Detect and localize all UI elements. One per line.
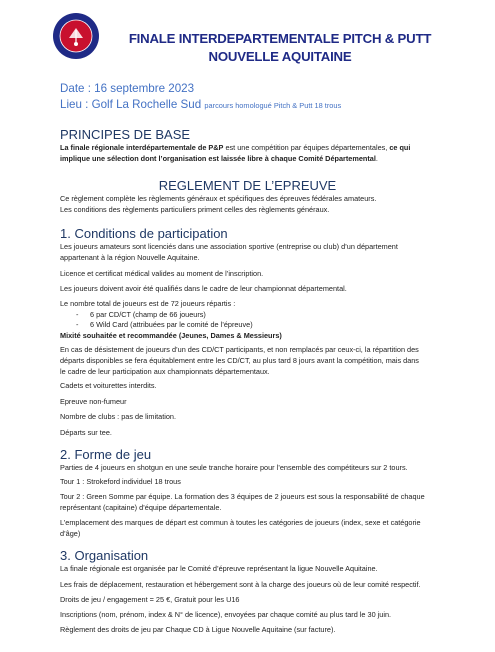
s1-bullet-2-text: 6 Wild Card (attribuées par le comité de l’épreuve) — [90, 320, 253, 329]
event-location-note: parcours homologué Pitch & Putt 18 trous — [204, 101, 342, 110]
title-line-1: FINALE INTERDEPARTEMENTALE PITCH & PUTT — [128, 31, 432, 46]
section-1-heading: 1. Conditions de participation — [60, 226, 228, 241]
s1-p7: Epreuve non-fumeur — [60, 397, 127, 406]
principes-bold-2: ce qui — [389, 143, 411, 152]
s3-p5: Règlement des droits de jeu par Chaque CD à Ligue Nouvelle Aquitaine (sur facture). — [60, 625, 336, 634]
s3-p1: La finale régionale est organisée par le Comité d’épreuve représentant la ligue Nouvelle Aquitaine. — [60, 564, 378, 573]
s1-p1a: Les joueurs amateurs sont licenciés dans une association sportive (entreprise ou club) d’un département — [60, 242, 398, 251]
s1-p4: Le nombre total de joueurs est de 72 joueurs répartis : — [60, 299, 236, 308]
s1-p5c: le cadre de leur participation aux championnats départementaux. — [60, 367, 270, 376]
s1-p9: Départs sur tee. — [60, 428, 112, 437]
reglement-line-2: Les conditions des règlements particuliers priment celles des règlements généraux. — [60, 205, 330, 214]
s2-p3a: Tour 2 : Green Somme par équipe. La formation des 3 équipes de 2 joueurs est sous la responsabilité de chaque — [60, 492, 425, 501]
s2-p2: Tour 1 : Strokeford individuel 18 trous — [60, 477, 181, 486]
s1-mixite: Mixité souhaitée et recommandée (Jeunes, Dames & Messieurs) — [60, 331, 282, 340]
s3-p2: Les frais de déplacement, restauration et hébergement sont à la charge des joueurs où de leur comité respectif. — [60, 580, 421, 589]
principes-line-1 — [60, 143, 440, 154]
s1-p2: Licence et certificat médical valides au moment de l’inscription. — [60, 269, 264, 278]
principes-bold-1: La finale régionale interdépartementale de P&P — [60, 143, 224, 152]
s1-bullet-2: - 6 Wild Card (attribuées par le comité de l’épreuve) — [76, 320, 253, 329]
principes-line-2 — [60, 154, 440, 165]
s3-p3: Droits de jeu / engagement = 25 €, Gratuit pour les U16 — [60, 595, 240, 604]
s1-p5b: départs disponibles se fera équitablement entre les CD/CT, au plus tard 8 jours avant la compétition, mais dans — [60, 356, 419, 365]
s2-p3b: représentant (capitaine) d’équipe départementale. — [60, 503, 222, 512]
principes-heading: PRINCIPES DE BASE — [60, 127, 191, 142]
s2-p4b: d’âge) — [60, 529, 81, 538]
event-location — [60, 98, 341, 111]
s2-p1: Parties de 4 joueurs en shotgun en une seule tranche horaire pour l’ensemble des compétiteurs sur 2 tours. — [60, 463, 408, 472]
event-location-name: Lieu : Golf La Rochelle Sud — [60, 98, 202, 111]
s1-bullet-1: - 6 par CD/CT (champ de 66 joueurs) — [76, 310, 206, 319]
principes-bold-3: implique une sélection dont l’organisation est laissée libre à chaque Comité Départemental — [60, 154, 376, 163]
s1-p3: Les joueurs doivent avoir été qualifiés dans le cadre de leur championnat départemental. — [60, 284, 347, 293]
s3-p4: Inscriptions (nom, prénom, index & N° de licence), envoyées par chaque comité au plus tard le 30 juin. — [60, 610, 392, 619]
event-date: Date : 16 septembre 2023 — [60, 82, 195, 95]
s1-p8: Nombre de clubs : pas de limitation. — [60, 412, 176, 421]
reglement-line-1: Ce règlement complète les règlements généraux et spécifiques des épreuves fédérales amateurs. — [60, 194, 377, 203]
s1-p1b: appartenant à la région Nouvelle Aquitaine. — [60, 253, 200, 262]
principes-end: . — [375, 154, 378, 163]
title-line-2: NOUVELLE AQUITAINE — [208, 49, 352, 64]
reglement-heading: REGLEMENT DE L’EPREUVE — [158, 178, 337, 193]
s1-bullet-1-text: 6 par CD/CT (champ de 66 joueurs) — [90, 310, 206, 319]
s1-p6: Cadets et voiturettes interdits. — [60, 381, 157, 390]
s2-p4a: L’emplacement des marques de départ est commun à toutes les catégories de joueurs (index, sexe et catégorie — [60, 518, 421, 527]
s1-p5a: En cas de désistement de joueurs d’un des CD/CT participants, et non remplacés par ceux-ci, la répartition des — [60, 345, 419, 354]
club-logo — [52, 12, 100, 60]
section-3-heading: 3. Organisation — [60, 548, 149, 563]
document-title — [110, 30, 450, 66]
section-2-heading: 2. Forme de jeu — [60, 447, 152, 462]
principes-normal-1: est une compétition par équipes départementales, — [223, 143, 390, 152]
